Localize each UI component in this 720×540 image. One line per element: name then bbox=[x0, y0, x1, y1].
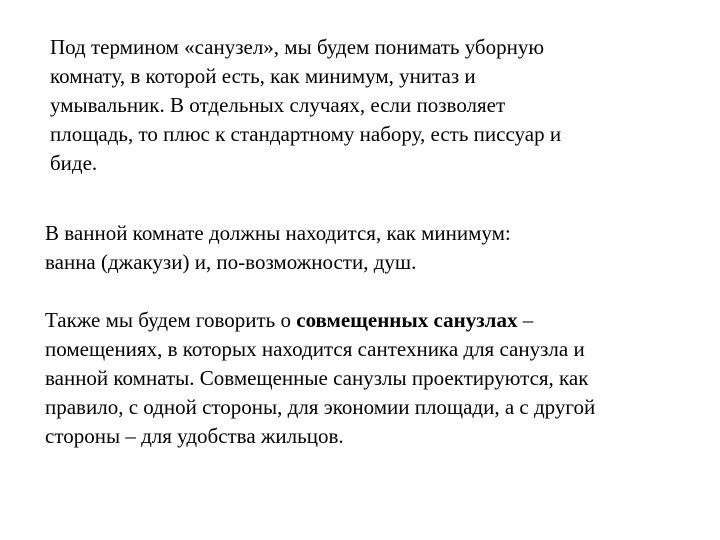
text-segment: Также мы будем говорить о bbox=[45, 308, 297, 332]
text-line: ванной комнаты. Совмещенные санузлы проектируются, как bbox=[45, 366, 589, 390]
text-line: умывальник. В отдельных случаях, если позволяет bbox=[50, 93, 506, 117]
text-line: В ванной комнате должны находится, как минимум: bbox=[45, 221, 511, 245]
text-line: биде. bbox=[50, 151, 98, 175]
paragraph-bathroom-requirements bbox=[45, 219, 511, 277]
text-segment: – bbox=[517, 308, 534, 332]
bold-term: совмещенных санузлах bbox=[296, 308, 518, 332]
text-line: Под термином «санузел», мы будем понимать уборную bbox=[50, 35, 545, 59]
text-line: площадь, то плюс к стандартному набору, есть писсуар и bbox=[50, 122, 562, 146]
text-line: стороны – для удобства жильцов. bbox=[45, 424, 344, 448]
paragraph-sanuzel-definition bbox=[50, 33, 561, 178]
text-line: комнату, в которой есть, как минимум, унитаз и bbox=[50, 64, 476, 88]
text-line: помещениях, в которых находится сантехника для санузла и bbox=[45, 337, 585, 361]
text-line: ванна (джакузи) и, по-возможности, душ. bbox=[45, 250, 417, 274]
paragraph-combined-bathrooms bbox=[45, 306, 595, 451]
text-line: правило, с одной стороны, для экономии площади, а с другой bbox=[45, 395, 596, 419]
text-line bbox=[45, 306, 595, 335]
